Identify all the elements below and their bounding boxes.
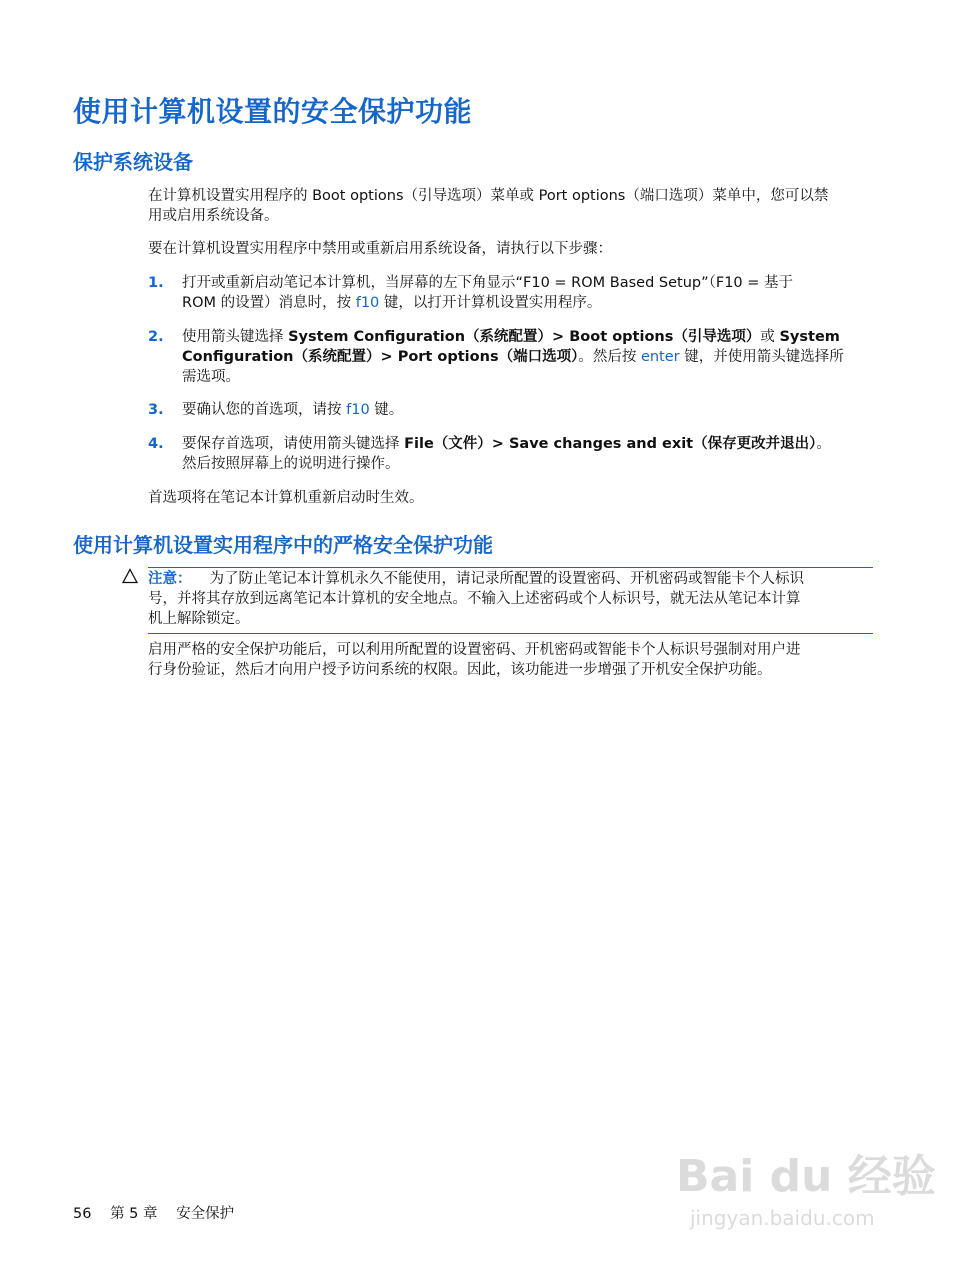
- intro-line-2: 用或启用系统设备。: [148, 208, 279, 224]
- step-2-line-1a: 使用箭头键选择: [182, 329, 289, 345]
- intro-line-1: 在计算机设置实用程序的 Boot options（引导选项）菜单或 Port options（端口选项）菜单中，您可以禁: [148, 188, 829, 204]
- step-number: 1.: [148, 275, 164, 291]
- step-3-line-1a: 要确认您的首选项，请按: [182, 402, 347, 418]
- step-2-line-1c: 或: [760, 329, 780, 345]
- step-4-menu-path-save: File（文件）> Save changes and exit（保存更改并退出）: [404, 436, 817, 452]
- strict-security-paragraph: [148, 640, 876, 680]
- step-1-line-2b: 键，以打开计算机设置实用程序。: [379, 295, 602, 311]
- step-number: 2.: [148, 329, 164, 345]
- step-2-menu-path-port: Configuration（系统配置）> Port options（端口选项）: [182, 349, 579, 365]
- step-2-line-2b: 。然后按: [578, 349, 641, 365]
- note-line-2: 号，并将其存放到远离笔记本计算机的安全地点。不输入上述密码或个人标识号，就无法从笔记本计算: [148, 591, 801, 607]
- step-4: [148, 434, 876, 474]
- warning-triangle-icon: [122, 568, 138, 584]
- key-enter: enter: [640, 349, 680, 365]
- caution-note: [148, 567, 873, 634]
- baidu-watermark: [676, 1140, 936, 1250]
- steps-outro: 首选项将在笔记本计算机重新启动时生效。: [148, 490, 424, 506]
- step-number: 4.: [148, 436, 164, 452]
- page-number: 56: [73, 1206, 92, 1222]
- chapter-label: 第 5 章: [110, 1206, 158, 1222]
- watermark-logo: Bai du 经验: [676, 1151, 936, 1202]
- step-2: [148, 327, 876, 387]
- key-f10: f10: [346, 402, 370, 418]
- step-1-line-1: 打开或重新启动笔记本计算机，当屏幕的左下角显示“F10 = ROM Based Setup”（F10 = 基于: [182, 275, 794, 291]
- steps-lead: 要在计算机设置实用程序中禁用或重新启用系统设备，请执行以下步骤：: [148, 241, 612, 257]
- note-label: 注意：: [148, 571, 192, 587]
- step-text: [182, 434, 876, 474]
- note-line-1: 为了防止笔记本计算机永久不能使用，请记录所配置的设置密码、开机密码或智能卡个人标识: [209, 571, 804, 587]
- step-4-line-2: 然后按照屏幕上的说明进行操作。: [182, 456, 400, 472]
- section-heading-protect-devices: 保护系统设备: [73, 150, 193, 174]
- strict-line-1: 启用严格的安全保护功能后，可以利用所配置的设置密码、开机密码或智能卡个人标识号强制对用户进: [148, 642, 801, 658]
- step-1: [148, 273, 876, 313]
- step-2-menu-path-boot: System Configuration（系统配置）> Boot options（引导选项）: [288, 329, 761, 345]
- strict-line-2: 行身份验证，然后才向用户授予访问系统的权限。因此，该功能进一步增强了开机安全保护功能。: [148, 662, 772, 678]
- step-number: 3.: [148, 402, 164, 418]
- step-text: [182, 400, 876, 420]
- step-1-line-2a: ROM 的设置）消息时，按: [182, 295, 356, 311]
- chapter-title: 安全保护: [176, 1206, 235, 1222]
- intro-paragraph: [148, 186, 876, 226]
- step-4-line-1a: 要保存首选项，请使用箭头键选择: [182, 436, 405, 452]
- key-f10: f10: [355, 295, 380, 311]
- page-title: 使用计算机设置的安全保护功能: [73, 95, 473, 128]
- step-2-line-1d: System: [779, 329, 840, 345]
- step-2-line-3: 需选项。: [182, 369, 240, 385]
- step-3-line-1b: 键。: [369, 402, 404, 418]
- page-footer: [73, 1202, 248, 1223]
- watermark-url: jingyan.baidu.com: [690, 1206, 875, 1230]
- note-line-3: 机上解除锁定。: [148, 611, 250, 627]
- section-heading-strict-security: 使用计算机设置实用程序中的严格安全保护功能: [73, 533, 493, 557]
- step-3: [148, 400, 876, 420]
- step-text: [182, 327, 876, 387]
- step-4-line-1c: 。: [816, 436, 831, 452]
- step-text: [182, 273, 876, 313]
- step-2-line-2c: 键，并使用箭头键选择所: [679, 349, 844, 365]
